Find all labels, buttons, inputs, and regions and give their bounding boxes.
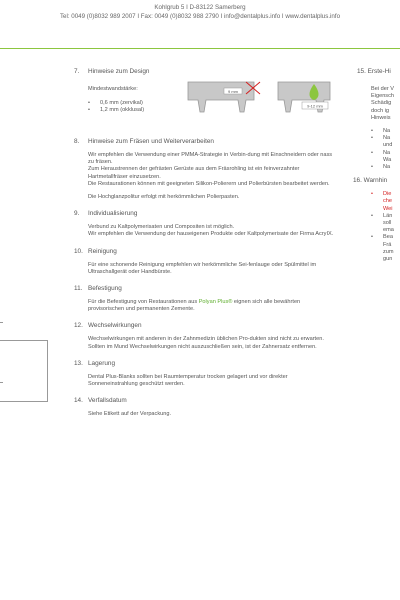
header-contact: Tel: 0049 (0)8032 989 2007 I Fax: 0049 (0)8032 988 2790 I info@dentalplus.info I www.dentalplus.info (59, 12, 341, 20)
line: ema (383, 227, 394, 234)
paragraph: Verbund zu Kaltpolymerisaten und Compositen ist möglich. (88, 224, 235, 231)
line: Wei (383, 205, 393, 212)
list-item: • 1,2 mm (okklusal) (88, 107, 145, 114)
tooth-drop-figure (274, 78, 334, 114)
line: zum (383, 248, 394, 255)
right-column-cropped (353, 68, 400, 263)
section-title: Hinweise zum Fräsen und Weiterverarbeiten (88, 138, 214, 145)
header-rule (0, 48, 400, 49)
list-item: • Län (371, 212, 393, 219)
section-cleaning (74, 248, 334, 276)
paragraph: Die Restaurationen können mit geeigneten Silikon-Polierern und Polierbürsten bearbeitet werden. (88, 180, 330, 187)
brand-name: Polyan Plus® (198, 299, 233, 306)
header-address: Kohlgrub 5 I D-83122 Samerberg (154, 4, 246, 11)
list-item: • Bea (371, 234, 393, 241)
paragraph: Siehe Etikett auf der Verpackung. (88, 411, 172, 418)
paragraph: Für die Befestigung von Restaurationen aus Polyan Plus® eignen sich alle bewährten provisorischen und permanenten Zemente. (88, 299, 301, 313)
main-column (74, 68, 334, 418)
section-number: 14. (74, 397, 83, 405)
section-design (74, 68, 334, 138)
figure-label: 9-12 mm (307, 103, 323, 109)
section-title: Verfallsdatum (88, 397, 127, 405)
paragraph: Wir empfehlen die Verwendung der hauseigenen Produkte oder Kaltpolymerisate der Firma AcryIX. (88, 231, 334, 238)
section-storage (74, 360, 334, 388)
list-item: • 0,6 mm (zervikal) (88, 100, 143, 107)
line: soll (383, 220, 392, 227)
tooth-wall-figure (184, 78, 262, 114)
section-number: 10. (74, 247, 83, 255)
list-item: • Na (371, 128, 391, 135)
paragraph: Wir empfehlen die Verwendung einer PMMA-Strategie in Verbin-dung mit Einschneidern oder nass zu fräsen. (88, 152, 333, 166)
line: Eigensch (371, 93, 395, 100)
section-number: 12. (74, 322, 83, 330)
line: doch ig (371, 107, 390, 114)
paragraph: Für eine schonende Reinigung empfehlen wir herkömmliche Sei-fenlauge oder Spülmittel im Ultraschallgerät oder Handbürste. (88, 261, 317, 275)
section-number: 9. (74, 210, 80, 218)
list-item: • Na (371, 135, 391, 142)
line: und (383, 142, 393, 149)
section-title: 15. Erste-Hi (357, 68, 391, 75)
section-number: 11. (74, 285, 83, 293)
line: Schädig (371, 100, 392, 107)
list-item: • Die (371, 191, 392, 198)
page-header (0, 4, 400, 21)
section-number: 7. (74, 68, 80, 75)
design-subtitle: Mindestwandstärke: (88, 86, 138, 92)
list-item: • Na (371, 149, 391, 156)
line: Hinweis (371, 114, 391, 121)
section-individualisation (74, 210, 334, 238)
margin-box (0, 340, 48, 402)
section-title: 16. Warnhin (353, 177, 388, 185)
section-expiry (74, 397, 334, 418)
figure-label: 9 mm (228, 89, 238, 94)
paragraph: Wechselwirkungen mit anderen in der Zahnmedizin üblichen Pro-dukten sind nicht zu erwarten. Sollten im Mund Wechselwirkungen nicht auszuschließen sein, ist der Zahnersatz entfernen. (88, 336, 324, 350)
section-title: Reinigung (88, 247, 117, 255)
section-title: Wechselwirkungen (88, 322, 142, 330)
line: Bei der V (371, 86, 395, 92)
paragraph: Zum Heraustrennen der gefrästen Gerüste aus dem Fräsrohling ist ein feinverzahnter Hartmetallfräser einzusetzen. (88, 166, 300, 180)
section-number: 8. (74, 138, 80, 145)
section-title: Hinweise zum Design (88, 68, 150, 75)
section-title: Individualisierung (88, 210, 138, 218)
section-fixing (74, 285, 334, 313)
section-title: Lagerung (88, 359, 116, 367)
paragraph: Dental Plus-Blanks sollten bei Raumtemperatur trocken gelagert und vor direkter Sonneneinstrahlung geschützt werden. (88, 373, 288, 388)
section-interactions (74, 322, 334, 350)
line: Wa (383, 156, 392, 163)
margin-mark (0, 322, 3, 323)
line: Frä (383, 241, 392, 248)
line: gun (383, 256, 393, 263)
section-title: Befestigung (88, 285, 122, 293)
list-item: • Na (371, 164, 391, 171)
line: che (383, 198, 393, 205)
section-milling (74, 138, 334, 201)
paragraph: Die Hochglanzpolitur erfolgt mit herkömmlichen Polierpasten. (88, 194, 240, 201)
section-number: 13. (74, 359, 83, 367)
